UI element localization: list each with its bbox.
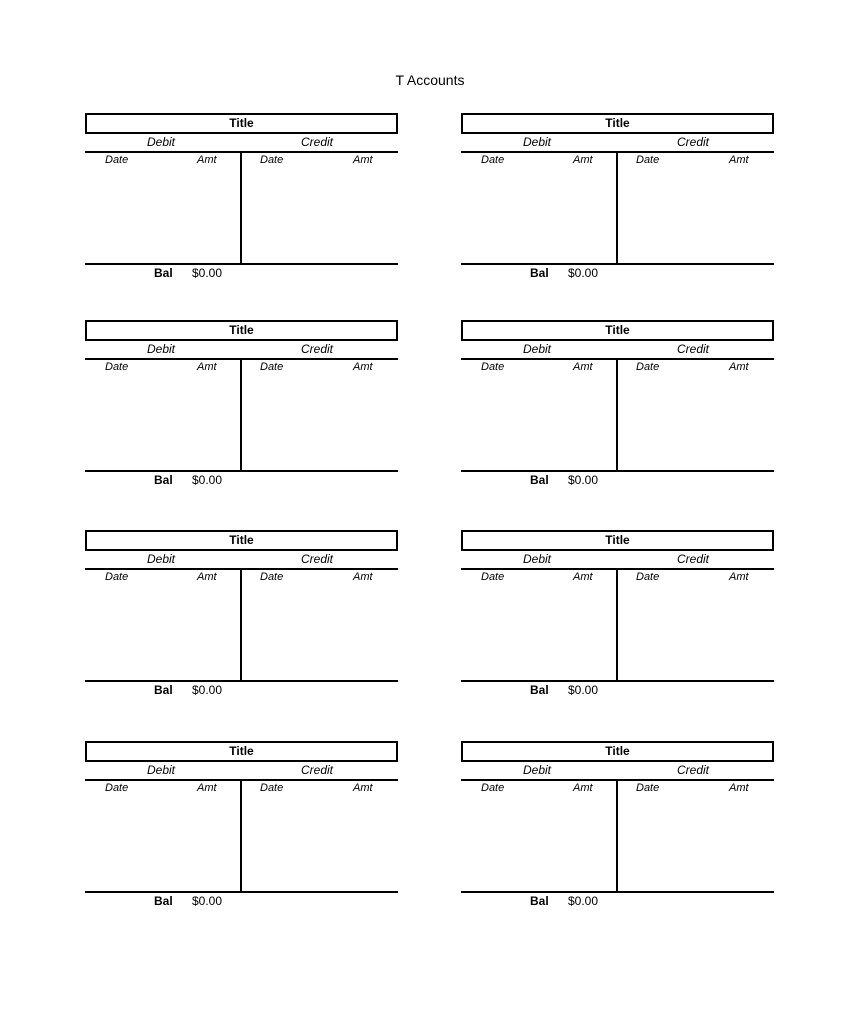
- credit-date-header: Date: [260, 154, 284, 166]
- balance-value: $0.00: [192, 683, 223, 697]
- t-divider: [240, 153, 242, 263]
- credit-date-header: Date: [636, 361, 660, 373]
- debit-date-header: Date: [105, 154, 129, 166]
- credit-amt-header: Amt: [353, 571, 373, 583]
- t-account: [85, 320, 398, 495]
- credit-label: Credit: [301, 763, 334, 777]
- balance-divider: [461, 680, 774, 682]
- account-title[interactable]: Title: [461, 113, 774, 134]
- debit-date-header: Date: [105, 361, 129, 373]
- debit-amt-header: Amt: [573, 782, 593, 794]
- debit-label: Debit: [147, 763, 176, 777]
- balance-label: Bal: [530, 894, 549, 908]
- debit-amt-header: Amt: [197, 361, 217, 373]
- debit-amt-header: Amt: [197, 782, 217, 794]
- credit-label: Credit: [301, 552, 334, 566]
- credit-amt-header: Amt: [353, 782, 373, 794]
- balance-value: $0.00: [568, 894, 599, 908]
- t-account: [461, 530, 774, 705]
- credit-label: Credit: [677, 763, 710, 777]
- balance-value: $0.00: [192, 266, 223, 280]
- balance-divider: [85, 891, 398, 893]
- debit-date-header: Date: [481, 571, 505, 583]
- balance-label: Bal: [154, 683, 173, 697]
- debit-label: Debit: [147, 342, 176, 356]
- balance-divider: [461, 891, 774, 893]
- credit-label: Credit: [301, 342, 334, 356]
- credit-amt-header: Amt: [353, 154, 373, 166]
- t-account: [461, 320, 774, 495]
- debit-amt-header: Amt: [197, 154, 217, 166]
- debit-amt-header: Amt: [573, 154, 593, 166]
- debit-amt-header: Amt: [573, 361, 593, 373]
- credit-amt-header: Amt: [353, 361, 373, 373]
- t-account: [85, 530, 398, 705]
- debit-date-header: Date: [481, 154, 505, 166]
- credit-amt-header: Amt: [729, 571, 749, 583]
- balance-label: Bal: [530, 473, 549, 487]
- balance-divider: [85, 470, 398, 472]
- page-title: T Accounts: [395, 72, 465, 88]
- account-title[interactable]: Title: [85, 320, 398, 341]
- balance-value: $0.00: [192, 894, 223, 908]
- debit-label: Debit: [147, 552, 176, 566]
- t-divider: [240, 781, 242, 891]
- credit-label: Credit: [677, 342, 710, 356]
- credit-date-header: Date: [260, 361, 284, 373]
- debit-date-header: Date: [105, 782, 129, 794]
- t-account: [461, 741, 774, 916]
- balance-value: $0.00: [568, 683, 599, 697]
- credit-date-header: Date: [636, 782, 660, 794]
- balance-label: Bal: [530, 683, 549, 697]
- t-divider: [616, 570, 618, 680]
- debit-amt-header: Amt: [573, 571, 593, 583]
- account-title[interactable]: Title: [85, 530, 398, 551]
- account-title[interactable]: Title: [85, 741, 398, 762]
- credit-date-header: Date: [260, 571, 284, 583]
- t-divider: [616, 153, 618, 263]
- account-title[interactable]: Title: [461, 530, 774, 551]
- balance-label: Bal: [154, 266, 173, 280]
- balance-label: Bal: [154, 473, 173, 487]
- credit-date-header: Date: [260, 782, 284, 794]
- debit-label: Debit: [523, 552, 552, 566]
- debit-label: Debit: [523, 135, 552, 149]
- balance-divider: [85, 263, 398, 265]
- debit-date-header: Date: [481, 782, 505, 794]
- debit-label: Debit: [147, 135, 176, 149]
- credit-date-header: Date: [636, 571, 660, 583]
- balance-value: $0.00: [192, 473, 223, 487]
- balance-value: $0.00: [568, 473, 599, 487]
- credit-date-header: Date: [636, 154, 660, 166]
- t-divider: [240, 360, 242, 470]
- account-title[interactable]: Title: [461, 320, 774, 341]
- debit-date-header: Date: [481, 361, 505, 373]
- credit-amt-header: Amt: [729, 361, 749, 373]
- credit-label: Credit: [677, 552, 710, 566]
- balance-divider: [461, 263, 774, 265]
- debit-amt-header: Amt: [197, 571, 217, 583]
- credit-label: Credit: [677, 135, 710, 149]
- debit-label: Debit: [523, 342, 552, 356]
- credit-label: Credit: [301, 135, 334, 149]
- t-divider: [616, 360, 618, 470]
- credit-amt-header: Amt: [729, 782, 749, 794]
- balance-value: $0.00: [568, 266, 599, 280]
- credit-amt-header: Amt: [729, 154, 749, 166]
- balance-label: Bal: [154, 894, 173, 908]
- t-divider: [616, 781, 618, 891]
- t-divider: [240, 570, 242, 680]
- balance-divider: [85, 680, 398, 682]
- account-title[interactable]: Title: [461, 741, 774, 762]
- account-title[interactable]: Title: [85, 113, 398, 134]
- balance-label: Bal: [530, 266, 549, 280]
- balance-divider: [461, 470, 774, 472]
- debit-label: Debit: [523, 763, 552, 777]
- t-account: [461, 113, 774, 288]
- t-account: [85, 113, 398, 288]
- debit-date-header: Date: [105, 571, 129, 583]
- t-account: [85, 741, 398, 916]
